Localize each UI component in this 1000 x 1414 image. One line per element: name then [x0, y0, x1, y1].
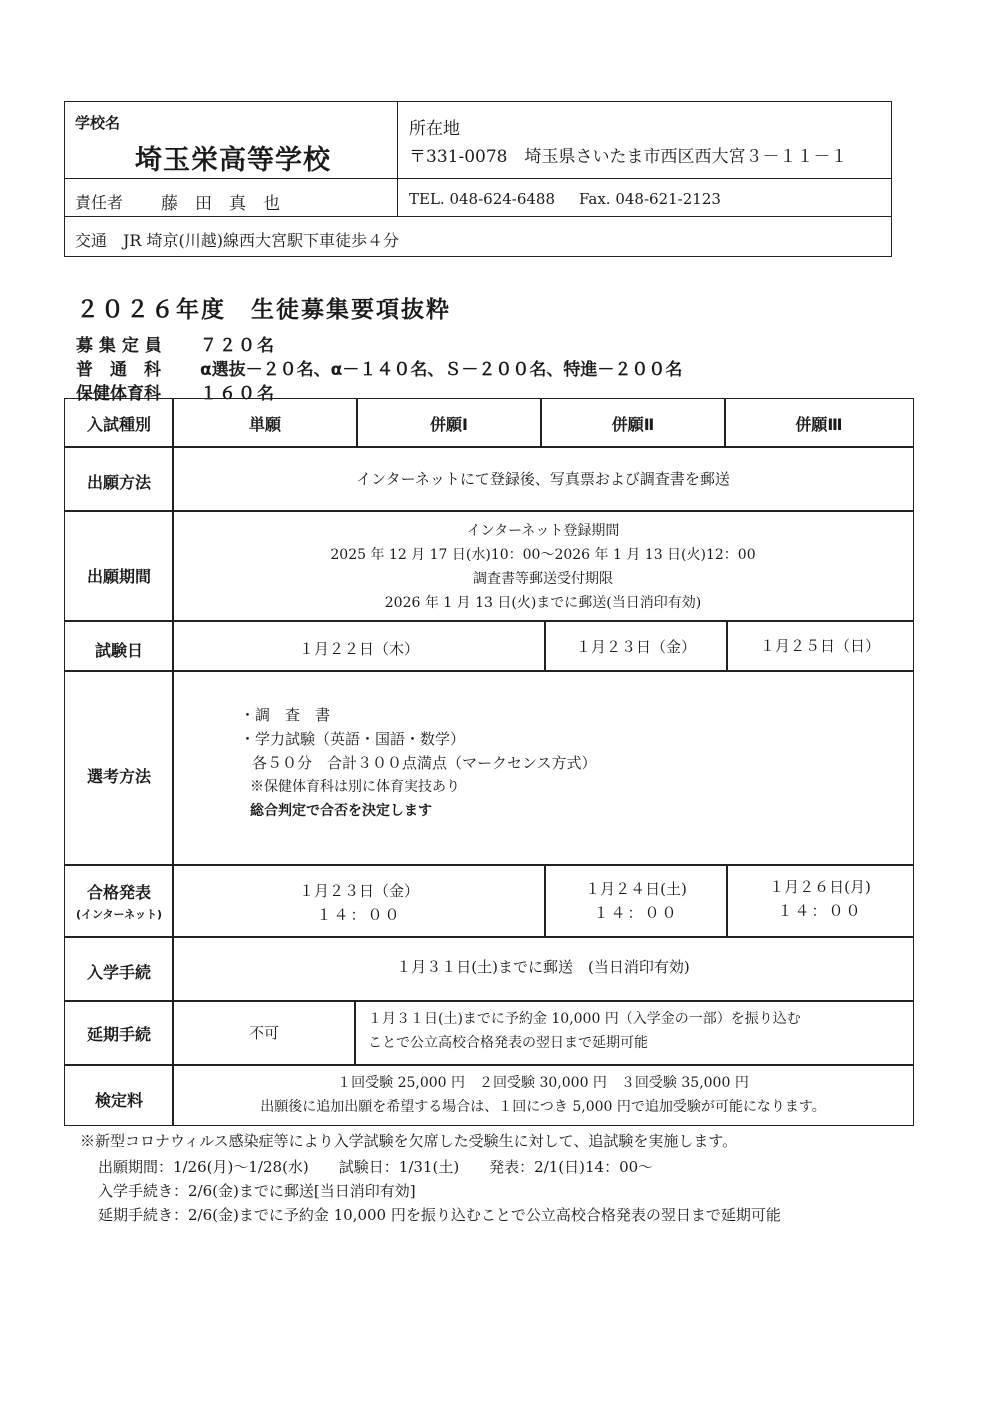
principal-label: 責任者 — [75, 193, 124, 212]
result-2-time: １４：００ — [593, 904, 679, 922]
selection-line-2: ・学力試験（英語・国語・数学） — [240, 730, 466, 748]
selection-line-5: 総合判定で合否を決定します — [250, 803, 432, 819]
header-type: 入試種別 — [86, 415, 151, 434]
exam-date-2: １月２３日（金） — [575, 638, 696, 656]
quota-general-value: α選抜－２０名、α－１４０名、Ｓ－２００名、特進－２００名 — [200, 360, 683, 380]
quota-total-label: 募 集 定 員 — [76, 336, 162, 356]
result-sublabel: (インターネット) — [75, 908, 163, 921]
period-line-4: 2026 年 1 月 13 日(火)までに郵送(当日消印有効) — [384, 595, 702, 611]
header-combined-3: 併願Ⅲ — [795, 415, 843, 434]
selection-line-3: 各５０分 合計３００点満点（マークセンス方式） — [252, 754, 597, 772]
quota-pe-value: １６０名 — [200, 384, 276, 404]
defer-line-2: ことで公立高校合格発表の翌日まで延期可能 — [368, 1035, 648, 1051]
header-single: 単願 — [248, 415, 281, 434]
fee-label: 検定料 — [94, 1091, 143, 1110]
result-1-date: １月２３日（金） — [298, 882, 419, 900]
result-1-time: １４：００ — [316, 906, 402, 924]
tel: TEL. 048-624-6488 — [409, 190, 556, 208]
admission-table — [64, 398, 914, 1126]
principal-name: 藤 田 真 也 — [161, 194, 280, 214]
period-line-2: 2025 年 12 月 17 日(水)10：00～2026 年 1 月 13 日(火)12：00 — [330, 547, 756, 563]
defer-label: 延期手続 — [86, 1025, 151, 1044]
selection-label: 選考方法 — [86, 767, 151, 786]
result-3-time: １４：００ — [777, 902, 863, 920]
page-title: ２０２６年度 生徒募集要項抜粋 — [76, 297, 451, 323]
note-line-2: 出願期間：1/26(月)～1/28(水) 試験日：1/31(土) 発表：2/1(日)14：00～ — [98, 1158, 654, 1176]
location-label: 所在地 — [409, 119, 460, 139]
enroll-text: １月３１日(土)までに郵送 (当日消印有効) — [396, 958, 690, 976]
divider — [397, 178, 398, 216]
address: 〒331-0078 埼玉県さいたま市西区西大宮３－１１－１ — [409, 147, 848, 167]
selection-line-4: ※保健体育科は別に体育実技あり — [250, 779, 460, 795]
exam-date-1: １月２２日（木） — [298, 640, 419, 658]
selection-line-1: ・調 査 書 — [240, 706, 331, 724]
period-line-1: インターネット登録期間 — [466, 523, 620, 539]
school-name: 埼玉栄高等学校 — [135, 145, 331, 176]
divider — [65, 216, 891, 217]
header-combined-2: 併願Ⅱ — [611, 415, 655, 434]
result-2-date: １月２４日(土) — [585, 880, 687, 898]
defer-line-1: １月３１日(土)までに予約金 10,000 円（入学金の一部）を振り込む — [368, 1011, 801, 1027]
method-label: 出願方法 — [86, 473, 151, 492]
quota-total-value: ７２０名 — [200, 336, 276, 356]
divider — [65, 178, 891, 179]
fax: Fax. 048-621-2123 — [579, 190, 721, 208]
result-label: 合格発表 — [86, 883, 151, 902]
header-combined-1: 併願Ⅰ — [430, 415, 468, 434]
fee-line-1: １回受験 25,000 円 ２回受験 30,000 円 ３回受験 35,000 円 — [337, 1075, 749, 1091]
row-value-cell — [172, 864, 546, 938]
school-info-box — [64, 101, 892, 257]
result-3-date: １月２６日(月) — [769, 878, 871, 896]
exam-date-3: １月２５日（日） — [759, 637, 880, 655]
fee-line-2: 出願後に追加出願を希望する場合は、１回につき 5,000 円で追加受験が可能になります。 — [260, 1099, 826, 1115]
note-line-1: ※新型コロナウィルス感染症等により入学試験を欠席した受験生に対して、追試験を実施します。 — [80, 1132, 738, 1150]
note-line-3: 入学手続き：2/6(金)までに郵送[当日消印有効] — [98, 1182, 416, 1200]
divider — [397, 102, 398, 179]
access: 交通 JR 埼京(川越)線西大宮駅下車徒歩４分 — [75, 231, 400, 250]
defer-single: 不可 — [248, 1024, 279, 1042]
period-line-3: 調査書等郵送受付期限 — [473, 571, 613, 587]
quota-pe-label: 保健体育科 — [76, 384, 161, 404]
quota-general-label: 普 通 科 — [76, 360, 161, 380]
method-text: インターネットにて登録後、写真票および調査書を郵送 — [356, 470, 730, 488]
school-label: 学校名 — [75, 114, 121, 132]
period-label: 出願期間 — [86, 567, 151, 586]
enroll-label: 入学手続 — [86, 963, 151, 982]
row-value-cell — [544, 864, 728, 938]
exam-date-label: 試験日 — [94, 641, 143, 660]
note-line-4: 延期手続き：2/6(金)までに予約金 10,000 円を振り込むことで公立高校合格発表の翌日まで延期可能 — [98, 1206, 781, 1224]
